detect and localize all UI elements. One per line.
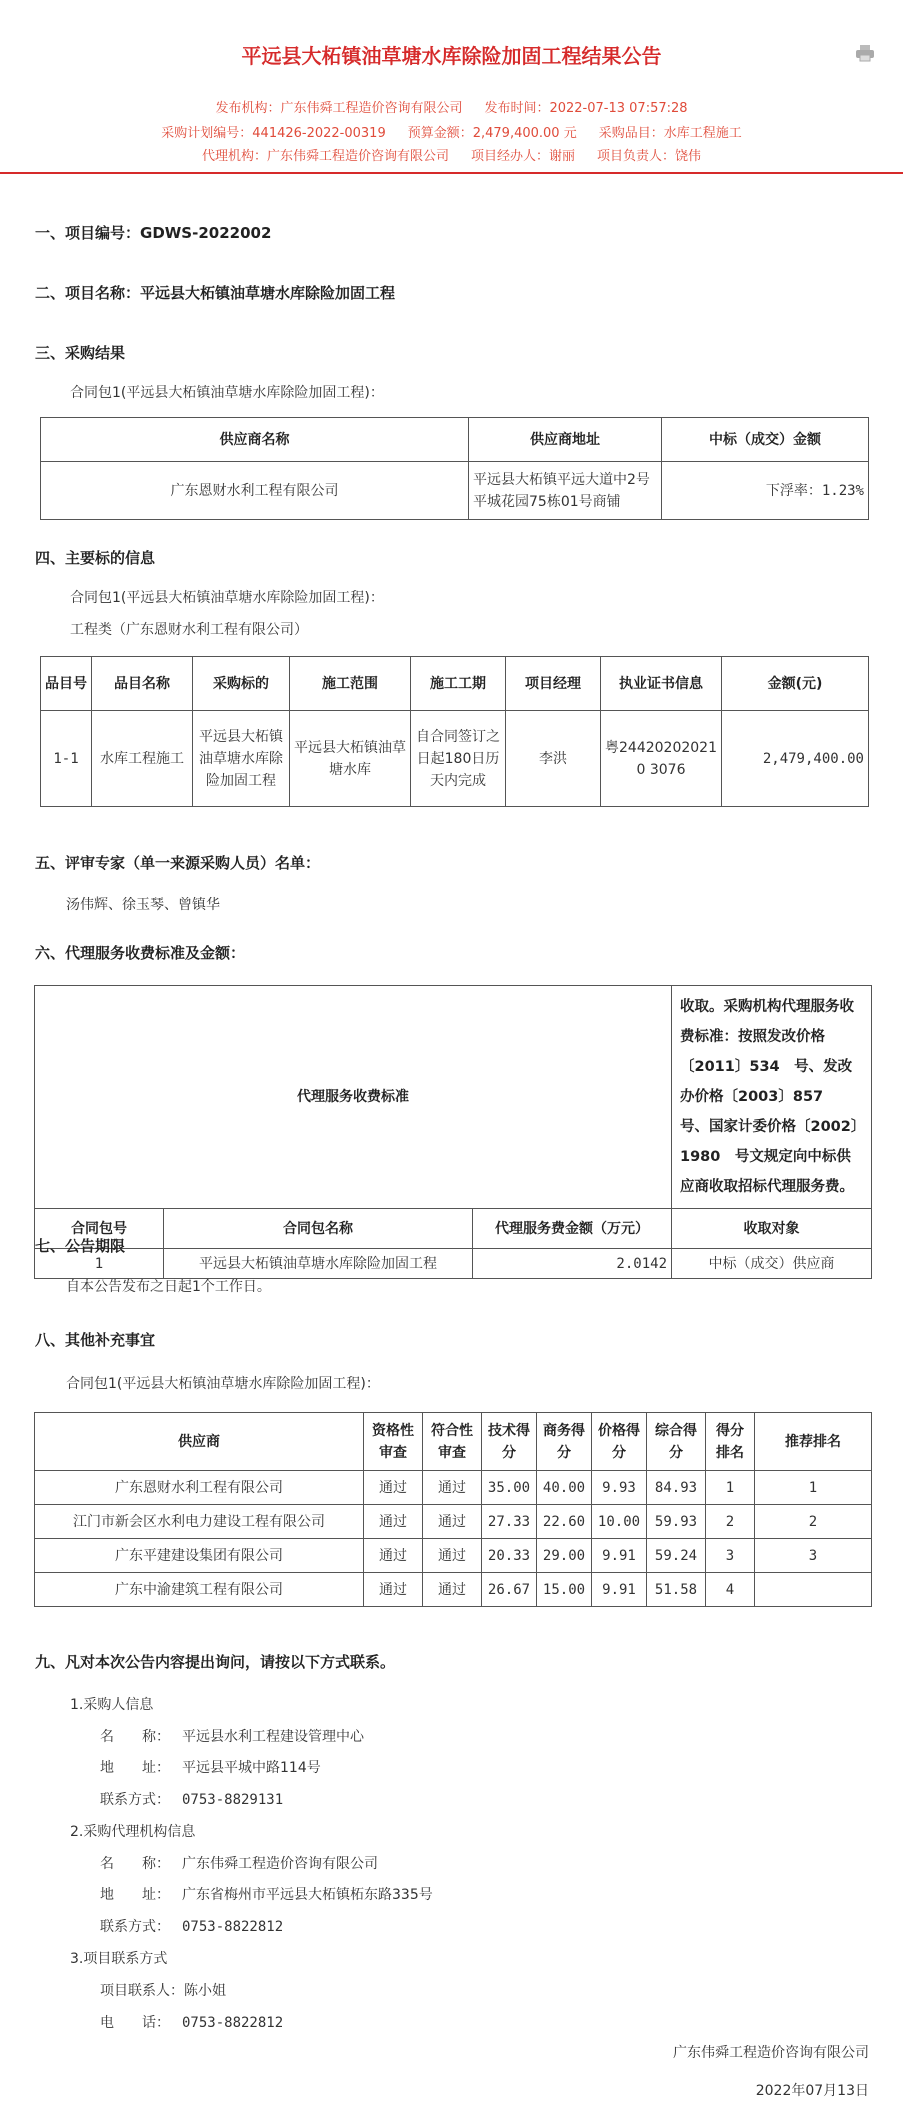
table-header: 采购标的 xyxy=(193,657,290,711)
meta-plan-no: 采购计划编号：441426-2022-00319 xyxy=(161,126,386,141)
table-cell: 自合同签订之日起180日历天内完成 xyxy=(411,711,506,807)
buyer-info-title: 1.采购人信息 xyxy=(70,1697,154,1713)
expert-names: 汤伟辉、徐玉琴、曾镇华 xyxy=(66,897,220,913)
agency-addr-label: 地 址： xyxy=(100,1887,170,1903)
table-cell: 广东中渝建筑工程有限公司 xyxy=(35,1573,364,1607)
table-cell: 平远县大柘镇平远大道中2号平城花园75栋01号商铺 xyxy=(469,462,662,520)
table-cell: 59.93 xyxy=(647,1505,706,1539)
meta-budget: 预算金额：2,479,400.00 元 xyxy=(407,126,577,141)
table-cell: 9.93 xyxy=(592,1471,647,1505)
table-cell: 4 xyxy=(706,1573,755,1607)
table-cell: 通过 xyxy=(364,1573,423,1607)
table-cell: 1-1 xyxy=(41,711,92,807)
table-header: 品目名称 xyxy=(92,657,193,711)
section-1-heading: 一、项目编号：GDWS-2022002 xyxy=(35,224,272,242)
table-cell: 9.91 xyxy=(592,1539,647,1573)
table-cell: 2 xyxy=(706,1505,755,1539)
table-cell: 水库工程施工 xyxy=(92,711,193,807)
fee-table xyxy=(34,985,872,1279)
buyer-addr-label: 地 址： xyxy=(100,1760,170,1776)
table-header: 合同包名称 xyxy=(164,1209,473,1249)
table-cell: 2.0142 xyxy=(473,1249,672,1279)
section-7-heading: 七、公告期限 xyxy=(35,1237,126,1255)
item-table xyxy=(40,656,869,807)
notice-period: 自本公告发布之日起1个工作日。 xyxy=(66,1279,271,1295)
table-cell: 59.24 xyxy=(647,1539,706,1573)
project-phone-row xyxy=(100,2012,283,2032)
footer-org: 广东伟舜工程造价咨询有限公司 xyxy=(673,2045,869,2061)
table-cell: 下浮率：1.23% xyxy=(662,462,869,520)
table-row xyxy=(35,1505,872,1539)
meta-agency: 代理机构：广东伟舜工程造价咨询有限公司 xyxy=(201,149,449,164)
table-cell: 26.67 xyxy=(482,1573,537,1607)
table-cell: 江门市新会区水利电力建设工程有限公司 xyxy=(35,1505,364,1539)
buyer-name-label: 名 称： xyxy=(100,1729,170,1745)
agency-phone-label: 联系方式： xyxy=(100,1919,170,1935)
table-cell: 1 xyxy=(706,1471,755,1505)
fee-standard-label: 代理服务收费标准 xyxy=(35,986,672,1209)
section-8-heading: 八、其他补充事宜 xyxy=(35,1331,156,1349)
section-3-heading: 三、采购结果 xyxy=(35,344,126,362)
table-cell: 平远县大柘镇油草塘水库 xyxy=(290,711,411,807)
meta-publisher: 发布机构：广东伟舜工程造价咨询有限公司 xyxy=(215,101,463,116)
section-6-heading: 六、代理服务收费标准及金额： xyxy=(35,944,246,962)
table-cell: 广东恩财水利工程有限公司 xyxy=(41,462,469,520)
table-row xyxy=(35,1471,872,1505)
section-4-heading: 四、主要标的信息 xyxy=(35,549,156,567)
print-icon[interactable] xyxy=(855,44,875,62)
table-header: 推荐排名 xyxy=(755,1413,872,1471)
agency-name-label: 名 称： xyxy=(100,1856,170,1872)
table-header: 供应商名称 xyxy=(41,418,469,462)
buyer-phone-label: 联系方式： xyxy=(100,1792,170,1808)
table-cell: 通过 xyxy=(423,1471,482,1505)
table-cell: 通过 xyxy=(364,1539,423,1573)
agency-phone: 0753-8822812 xyxy=(182,1919,284,1935)
table-cell: 通过 xyxy=(423,1539,482,1573)
section-5-heading: 五、评审专家（单一来源采购人员）名单： xyxy=(35,854,321,872)
meta-line-2 xyxy=(0,122,903,141)
table-header: 代理服务费金额（万元） xyxy=(473,1209,672,1249)
table-header: 资格性审查 xyxy=(364,1413,423,1471)
table-header: 项目经理 xyxy=(506,657,601,711)
header-divider xyxy=(0,172,903,174)
project-person-label: 项目联系人： xyxy=(100,1983,184,1999)
project-person-row xyxy=(100,1980,226,2000)
table-cell: 1 xyxy=(35,1249,164,1279)
table-cell: 22.60 xyxy=(537,1505,592,1539)
table-header: 合同包号 xyxy=(35,1209,164,1249)
table-header: 综合得分 xyxy=(647,1413,706,1471)
table-header-row xyxy=(35,1209,872,1249)
table-header: 施工范围 xyxy=(290,657,411,711)
buyer-phone-row xyxy=(100,1789,283,1809)
table-cell: 李洪 xyxy=(506,711,601,807)
table-cell: 广东平建建设集团有限公司 xyxy=(35,1539,364,1573)
table-cell: 15.00 xyxy=(537,1573,592,1607)
table-cell: 9.91 xyxy=(592,1573,647,1607)
table-cell: 40.00 xyxy=(537,1471,592,1505)
buyer-addr-row xyxy=(100,1757,321,1777)
table-row xyxy=(35,986,872,1209)
table-cell: 3 xyxy=(706,1539,755,1573)
table-row xyxy=(41,711,869,807)
table-row xyxy=(41,462,869,520)
agency-phone-row xyxy=(100,1916,283,1936)
table-cell: 通过 xyxy=(364,1471,423,1505)
table-header: 符合性审查 xyxy=(423,1413,482,1471)
table-row xyxy=(35,1539,872,1573)
table-header: 得分排名 xyxy=(706,1413,755,1471)
section-2-heading: 二、项目名称：平远县大柘镇油草塘水库除险加固工程 xyxy=(35,284,396,302)
table-header: 收取对象 xyxy=(672,1209,872,1249)
table-cell: 84.93 xyxy=(647,1471,706,1505)
table-cell: 29.00 xyxy=(537,1539,592,1573)
table-cell: 广东恩财水利工程有限公司 xyxy=(35,1471,364,1505)
table-header: 技术得分 xyxy=(482,1413,537,1471)
table-cell: 27.33 xyxy=(482,1505,537,1539)
page-title: 平远县大柘镇油草塘水库除险加固工程结果公告 xyxy=(241,44,662,68)
table-header: 供应商 xyxy=(35,1413,364,1471)
footer-date: 2022年07月13日 xyxy=(755,2083,869,2099)
buyer-phone: 0753-8829131 xyxy=(182,1792,284,1808)
buyer-name-row xyxy=(100,1726,364,1746)
s4-package: 合同包1(平远县大柘镇油草塘水库除险加固工程)： xyxy=(70,590,384,606)
table-header: 施工工期 xyxy=(411,657,506,711)
table-header: 执业证书信息 xyxy=(601,657,722,711)
table-row xyxy=(35,1249,872,1279)
agency-addr-row xyxy=(100,1884,433,1904)
meta-category: 采购品目：水库工程施工 xyxy=(598,126,742,141)
meta-lead: 项目负责人：饶伟 xyxy=(597,149,702,164)
table-cell: 20.33 xyxy=(482,1539,537,1573)
table-cell: 2 xyxy=(755,1505,872,1539)
project-person: 陈小姐 xyxy=(184,1983,226,1999)
score-table xyxy=(34,1412,872,1607)
table-header: 供应商地址 xyxy=(469,418,662,462)
table-cell: 10.00 xyxy=(592,1505,647,1539)
meta-manager: 项目经办人：谢丽 xyxy=(470,149,575,164)
table-cell: 通过 xyxy=(423,1573,482,1607)
table-cell: 51.58 xyxy=(647,1573,706,1607)
agency-name: 广东伟舜工程造价咨询有限公司 xyxy=(182,1856,378,1872)
agency-name-row xyxy=(100,1853,378,1873)
result-table xyxy=(40,417,869,520)
table-header-row xyxy=(41,657,869,711)
table-cell: 粤244202020210 3076 xyxy=(601,711,722,807)
table-cell: 1 xyxy=(755,1471,872,1505)
table-row xyxy=(35,1573,872,1607)
table-header: 品目号 xyxy=(41,657,92,711)
table-cell: 中标（成交）供应商 xyxy=(672,1249,872,1279)
fee-standard-text: 收取。采购机构代理服务收费标准：按照发改价格〔2011〕534 号、发改办价格〔2003〕857 号、国家计委价格〔2002〕1980 号文规定向中标供应商收取招标代理服务费。 xyxy=(672,986,872,1209)
project-phone: 0753-8822812 xyxy=(182,2015,284,2031)
agency-info-title: 2.采购代理机构信息 xyxy=(70,1824,196,1840)
table-cell: 平远县大柘镇油草塘水库除险加固工程 xyxy=(193,711,290,807)
project-contact-title: 3.项目联系方式 xyxy=(70,1951,168,1967)
table-cell: 35.00 xyxy=(482,1471,537,1505)
buyer-addr: 平远县平城中路114号 xyxy=(182,1760,321,1776)
meta-publish-time: 发布时间：2022-07-13 07:57:28 xyxy=(484,101,688,116)
section-9-heading: 九、凡对本次公告内容提出询问，请按以下方式联系。 xyxy=(35,1653,396,1671)
table-header-row xyxy=(41,418,869,462)
meta-line-3 xyxy=(0,145,903,164)
s8-package: 合同包1(平远县大柘镇油草塘水库除险加固工程)： xyxy=(66,1376,380,1392)
meta-line-1 xyxy=(0,97,903,116)
s3-package: 合同包1(平远县大柘镇油草塘水库除险加固工程)： xyxy=(70,385,384,401)
table-header: 价格得分 xyxy=(592,1413,647,1471)
buyer-name: 平远县水利工程建设管理中心 xyxy=(182,1729,364,1745)
s4-type: 工程类（广东恩财水利工程有限公司） xyxy=(70,622,308,638)
agency-addr: 广东省梅州市平远县大柘镇柘东路335号 xyxy=(182,1887,433,1903)
project-phone-label: 电 话： xyxy=(100,2015,170,2031)
table-header-row xyxy=(35,1413,872,1471)
table-header: 商务得分 xyxy=(537,1413,592,1471)
table-header: 金额(元) xyxy=(722,657,869,711)
table-cell: 3 xyxy=(755,1539,872,1573)
table-cell xyxy=(755,1573,872,1607)
table-cell: 通过 xyxy=(364,1505,423,1539)
table-header: 中标（成交）金额 xyxy=(662,418,869,462)
table-cell: 平远县大柘镇油草塘水库除险加固工程 xyxy=(164,1249,473,1279)
table-cell: 2,479,400.00 xyxy=(722,711,869,807)
table-cell: 通过 xyxy=(423,1505,482,1539)
